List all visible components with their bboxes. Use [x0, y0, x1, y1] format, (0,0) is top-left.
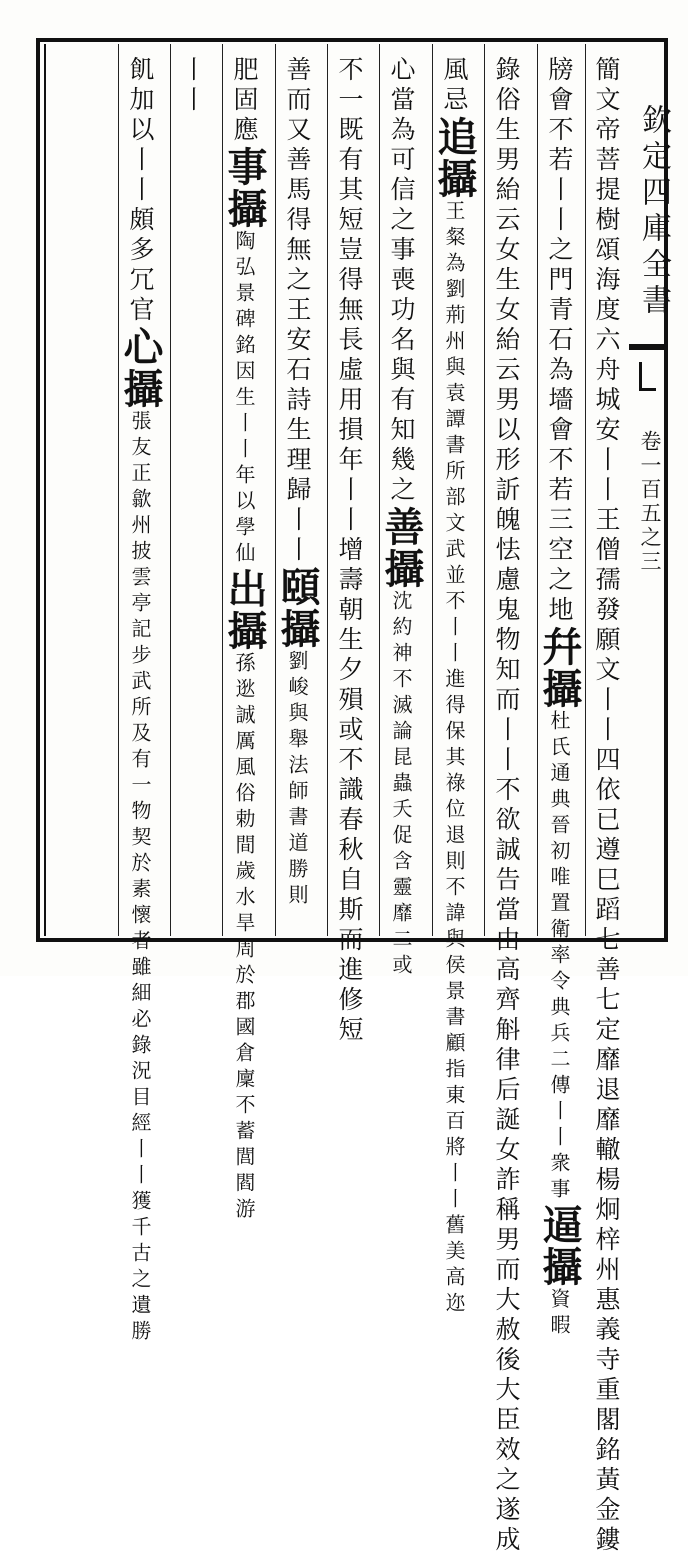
- fish-tail-mark: [629, 344, 664, 350]
- column-rule: [327, 44, 328, 936]
- column-rule: [275, 44, 276, 936]
- text-column: [490, 56, 522, 1556]
- annotation-text: 王粲為劉荊州與袁譚書所部文武並不丨丨進得保其祿位退則不諱與侯景書顧指東百將丨丨舊美高迩: [442, 200, 466, 1318]
- annotation-text: 劉峻與舉法師書道勝則: [285, 650, 309, 910]
- column-rule: [379, 44, 380, 936]
- text-column: [536, 56, 583, 1340]
- text-column: [333, 56, 365, 1046]
- column-rule: [585, 44, 586, 936]
- text-column: [431, 56, 478, 1318]
- annotation-text: 杜氏通典晉初唯置衛率令典兵二傳丨丨衆事: [547, 710, 571, 1204]
- column-rule: [170, 44, 171, 936]
- body-text: 飢加以丨丨頗多冗官: [126, 56, 155, 326]
- text-column: [117, 56, 164, 1346]
- body-text: 風忌: [440, 56, 469, 116]
- text-column: [221, 56, 268, 1224]
- column-rule: [118, 44, 119, 936]
- entry-heading: 追攝: [431, 116, 478, 200]
- fish-tail-ornament: [639, 362, 656, 391]
- entry-heading: 心攝: [117, 326, 164, 410]
- volume-label: 卷一百五之三: [638, 430, 662, 574]
- text-column: [378, 56, 425, 980]
- text-column: [274, 56, 321, 926]
- annotation-text: 資暇: [547, 1288, 571, 1340]
- body-text: 肥固應: [230, 56, 259, 146]
- entry-heading: 幷攝: [536, 626, 583, 710]
- body-text: 心當為可信之事喪功名與有知幾之: [387, 56, 416, 506]
- body-text: 不一既有其短豈得無長虛用損年丨丨增壽朝生夕殞或不識春秋自斯而進修短: [335, 56, 364, 1046]
- entry-heading: 出攝: [221, 568, 268, 652]
- body-text: 錄俗生男紿云女生女紿云男以形訢魄怯慮鬼物知而丨丨不欲誠告當由高齊斛律后誕女詐稱男而大赦後大臣效之遂成: [492, 56, 521, 1556]
- annotation-text: 張友正歙州披雲亭記步武所及有一物契於素懷者雖細必錄況目經丨丨獲千古之遺勝: [128, 410, 152, 1346]
- column-rule: [537, 44, 538, 936]
- annotation-text: 孫逖誠厲風俗勅間歲水旱周於郡國倉廩不蓄閭閻游: [232, 652, 256, 1224]
- entry-heading: 頤攝: [274, 566, 321, 650]
- text-column: [590, 56, 622, 1556]
- column-rule: [484, 44, 485, 936]
- annotation-text: 沈約神不滅論昆蟲夭促含靈靡二或: [389, 590, 413, 980]
- body-text: 牓會不若丨丨之門青石為墻會不若三空之地: [545, 56, 574, 626]
- entry-heading: 事攝: [221, 146, 268, 230]
- entry-heading: 善攝: [378, 506, 425, 590]
- body-text: 簡文帝菩提樹頌海度六舟城安丨丨王僧孺發願文丨丨四依已遵巳蹈七善七定靡退靡轍楊炯梓州惠義寺重閣銘黃金鏤: [592, 56, 621, 1556]
- book-title: 欽定四庫全書: [636, 104, 671, 320]
- margin-strip: [629, 44, 671, 936]
- annotation-text: 陶弘景碑銘因生丨丨年以學仙: [232, 230, 256, 568]
- text-column: [176, 56, 208, 926]
- entry-heading: 逼攝: [536, 1204, 583, 1288]
- body-text: 丨丨: [178, 56, 207, 116]
- body-text: 善而又善馬得無之王安石詩生理歸丨丨: [283, 56, 312, 566]
